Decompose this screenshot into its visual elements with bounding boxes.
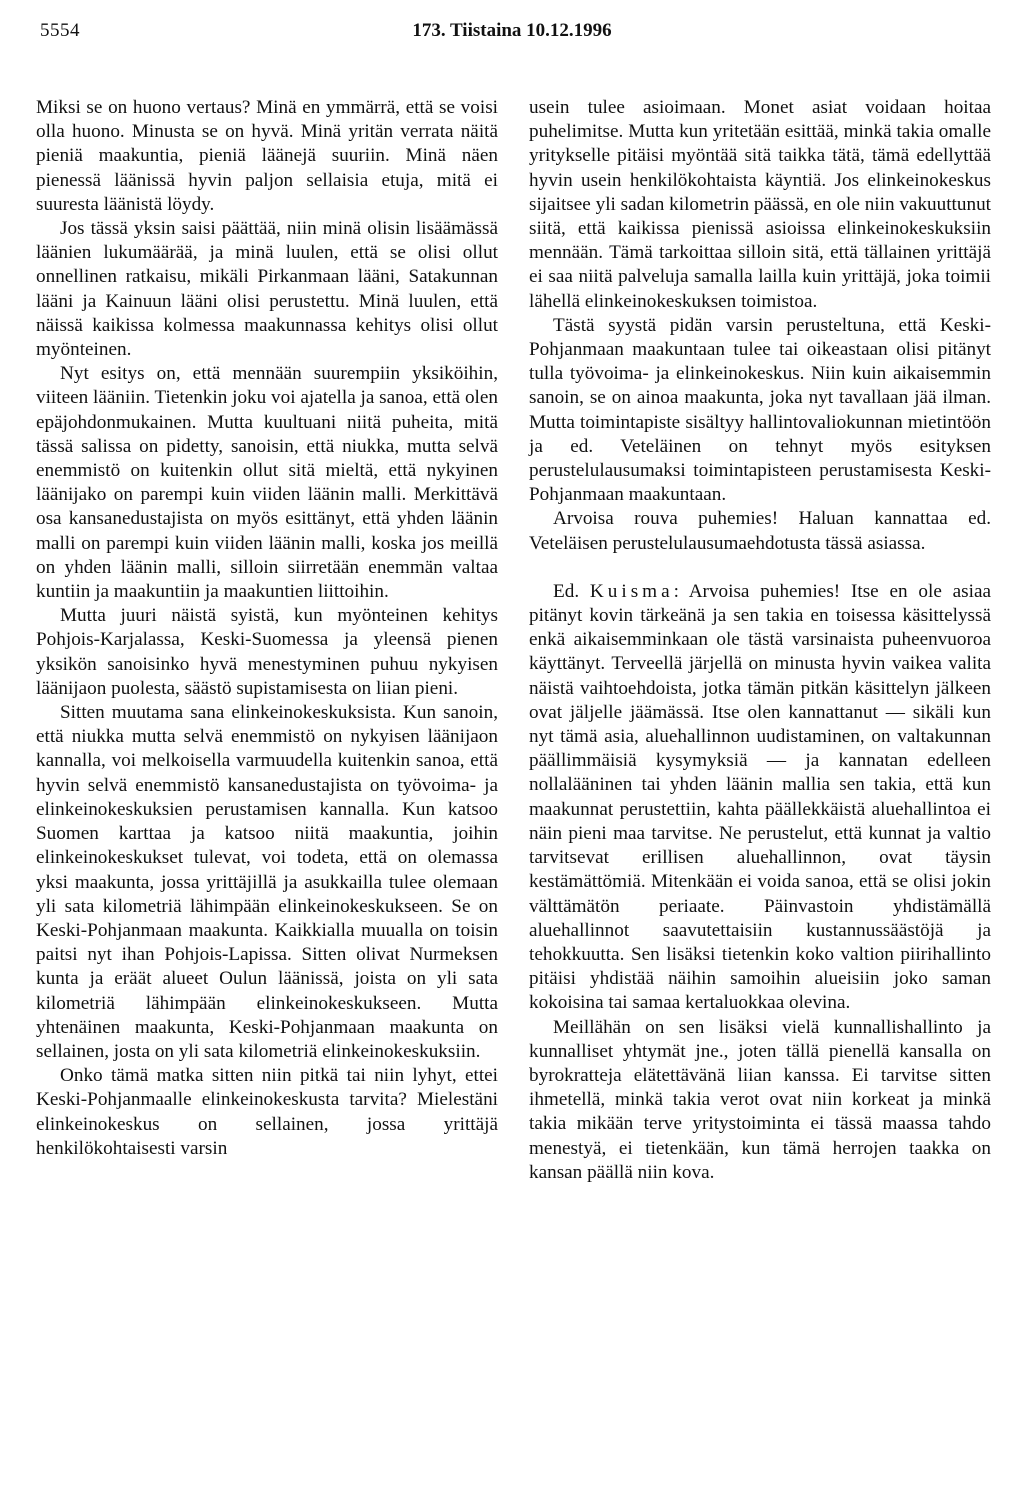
speaker-prefix: Ed. bbox=[553, 580, 590, 602]
speech-paragraph bbox=[529, 580, 991, 1016]
page-number: 5554 bbox=[40, 20, 80, 41]
paragraph: Meillähän on sen lisäksi vielä kunnallishallinto ja kunnalliset yhtymät jne., joten tällä pienellä kansalla on byrokratteja elätettävänä liian kanssa. Ei tarvitse sitten ihmetellä, minkä takia verot ovat niin korkeat ja minkä takia mikään terve yritystoiminta ei tässä maassa tahdo menestyä, ei tietenkään, kun tämä herrojen taakka on kansan päällä niin kova. bbox=[529, 1016, 991, 1183]
paragraph: Miksi se on huono vertaus? Minä en ymmärrä, että se voisi olla huono. Minusta se on hyvä. Minä yritän verrata näitä pieniä maakuntia, pieniä läänejä suuriin. Minä näen pienessä läänissä hyvin paljon sellaisia etuja, mitä ei suuresta läänistä löydy. bbox=[36, 97, 498, 215]
paragraph: Nyt esitys on, että mennään suurempiin yksiköihin, viiteen lääniin. Tietenkin joku voi ajatella ja sanoa, että olen epäjohdonmukainen. Mutta kuultuani niitä puheita, mitä tässä salissa on pidetty, sanoisin, että niukka, mutta selvä enemmistö on kuitenkin ollut sitä mieltä, että nykyinen läänijako on parempi kuin viiden läänin malli. Merkittävä osa kansanedustajista on myös esittänyt, että yhden läänin malli on parempi kuin viiden läänin malli, koska jos meillä on yhden läänin malli, silloin siirretään enemmän valtaa kuntiin ja maakuntiin ja maakuntien liittoihin. bbox=[36, 363, 498, 603]
right-column bbox=[529, 96, 991, 1185]
speaker-name: Kuisma bbox=[589, 580, 674, 602]
paragraph: Jos tässä yksin saisi päättää, niin minä olisin lisäämässä läänien lukumäärää, ja minä luulen, että se olisi ollut onnellinen ratkaisu, mikäli Pirkanmaan lääni, Satakunnan lääni ja Kainuun lääni olisi perustettu. Minä luulen, että näissä kaikissa kolmessa maakunnassa kehitys olisi ollut myönteinen. bbox=[36, 218, 498, 361]
paragraph: Mutta juuri näistä syistä, kun myönteinen kehitys Pohjois-Karjalassa, Keski-Suomessa ja yleensä pienen yksikön sanoisinko hyvä menestyminen puhuu nykyisen läänijaon puolesta, säästö supistamisesta on liian pieni. bbox=[36, 605, 498, 699]
paragraph: Arvoisa rouva puhemies! Haluan kannattaa ed. Veteläisen perustelulausumaehdotusta tässä asiassa. bbox=[529, 508, 991, 554]
paragraph: Tästä syystä pidän varsin perusteltuna, että Keski-Pohjanmaan maakuntaan tulee tai oikeastaan olisi pitänyt tulla työvoima- ja elinkeinokeskus. Niin kuin aikaisemmin sanoin, se on ainoa maakunta, joka nyt tavallaan jää ilman. Mutta toimintapiste sisältyy hallintovaliokunnan mietintöön ja ed. Veteläinen on tehnyt myös esityksen perustelulausumaksi toimintapisteen perustamisesta Keski-Pohjanmaan maakuntaan. bbox=[529, 314, 991, 506]
paragraph: Onko tämä matka sitten niin pitkä tai niin lyhyt, ettei Keski-Pohjanmaalle elinkeinokeskusta tarvita? Mielestäni elinkeinokeskus on sellainen, jossa yrittäjä henkilökohtaisesti varsin bbox=[36, 1065, 498, 1159]
paragraph: usein tulee asioimaan. Monet asiat voidaan hoitaa puhelimitse. Mutta kun yritetään esittää, minkä takia omalle yritykselle pitäisi myöntää sitä taikka tätä, tämä edellyttää hyvin usein henkilökohtaista käyntiä. Jos elinkeinokeskus sijaitsee yli sadan kilometrin päässä, en ole niin vakuuttunut siitä, että kaikissa pienissä asioissa elinkeinokeskuksiin mennään. Tämä tarkoittaa silloin sitä, että tällainen yrittäjä ei saa niitä palveluja samalla lailla kuin yrittäjä, joka toimii lähellä elinkeinokeskuksen toimistoa. bbox=[529, 97, 991, 312]
left-column bbox=[36, 96, 498, 1161]
paragraph: Sitten muutama sana elinkeinokeskuksista. Kun sanoin, että niukka mutta selvä enemmistö on nykyisen läänijaon kannalla, voi melkoisella varmuudella kuitenkin sanoa, että hyvin selvä enemmistö kansanedustajista on työvoima- ja elinkeinokeskuksien perustamisen kannalla. Kun katsoo Suomen karttaa ja katsoo niitä maakuntia, joihin elinkeinokeskukset tulevat, voi todeta, että on olemassa yksi maakunta, jossa yrittäjillä ja asukkailla tulee olemaan yli sata kilometriä lähimpään elinkeinokeskukseen. Se on Keski-Pohjanmaan maakunta. Kaikkialla muualla on toisin paitsi nyt ihan Pohjois-Lapissa. Sitten olivat Nurmeksen kunta ja eräät alueet Oulun läänissä, joista on yli sata kilometriä lähimpään elinkeinokeskukseen. Mutta yhtenäinen maakunta, Keski-Pohjanmaan maakunta on sellainen, josta on yli sata kilometriä elinkeinokeskuksiin. bbox=[36, 702, 498, 1062]
page-header bbox=[40, 20, 984, 50]
running-title: 173. Tiistaina 10.12.1996 bbox=[412, 20, 612, 41]
speaker-colon: : bbox=[673, 580, 689, 602]
speech-text: Arvoisa puhemies! Itse en ole asiaa pitänyt kovin tärkeänä ja sen takia en toisessa käsittelyssä enkä aikaisemminkaan ole tästä varsinaista puheenvuoroa käyttänyt. Terveellä järjellä on minusta hyvin vaikea valita näistä vaihtoehdoista, jotka tämän pitkän käsittelyn jälkeen ovat jäljelle jäämässä. Itse olen kannattanut — sikäli kun nyt tämä asia, aluehallinnon uudistaminen, on valtakunnan päällimmäisiä kysymyksiä — ja kannatan edelleen nollalääninen tai yhden läänin mallia sen takia, että kun maakunnat perustettiin, kahta päällekkäistä aluehallintoa ei näin pieni maa tarvitse. Ne perustelut, että kunnat ja valtio tarvitsevat erillisen aluehallinnon, ovat täysin kestämättömiä. Mitenkään ei voida sanoa, että se olisi jokin välttämätön periaate. Päinvastoin yhdistämällä aluehallinnot saavutettaisiin kustannussäästöjä ja tehokkuutta. Sen lisäksi tietenkin koko valtion piirihallinto pitäisi yhdistää näihin samoihin alueisiin joko saman kokoisina tai samaa kertaluokkaa olevina. bbox=[529, 580, 991, 1014]
